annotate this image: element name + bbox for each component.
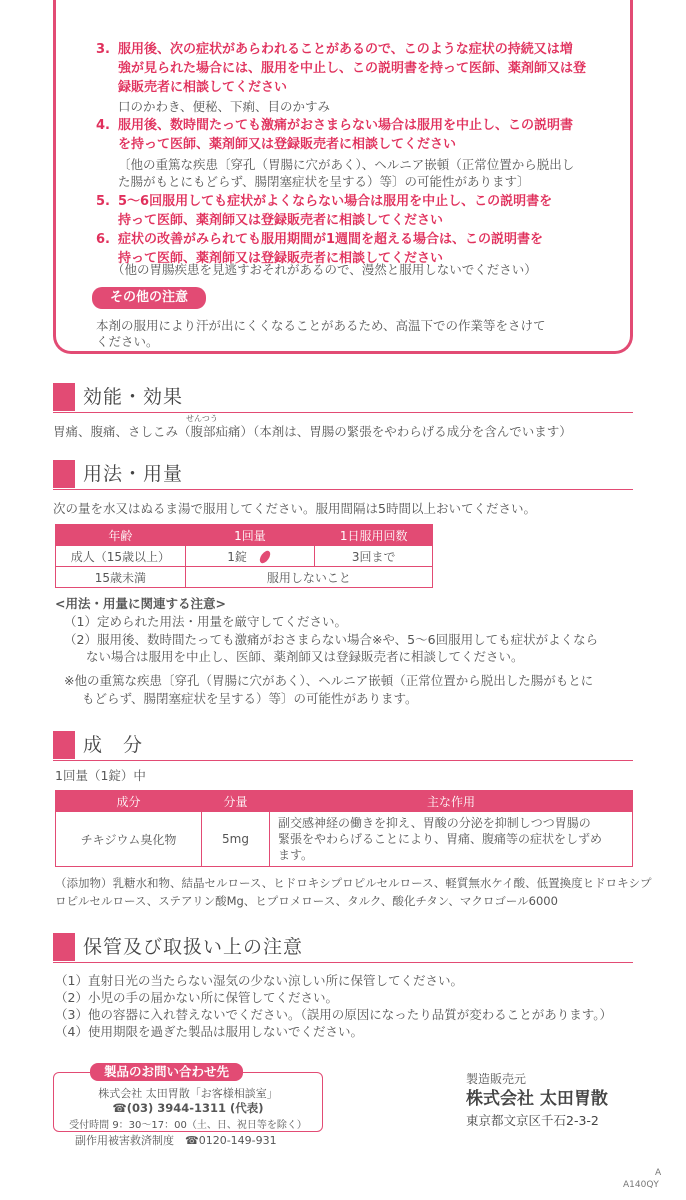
other-note-tag: その他の注意 [92, 287, 206, 309]
action-line: 緊張をやわらげることにより、胃痛、腹痛等の症状をしずめ [278, 832, 603, 846]
caution-line: 録販売者に相談してください [118, 80, 288, 95]
dosage-note: （2）服用後、数時間たっても激痛がおさまらない場合※や、5～6回服用しても症状がよくなら [64, 632, 599, 647]
table-header: 1回量 [185, 525, 315, 546]
additives-line: （添加物）乳糖水和物、結晶セルロース、ヒドロキシプロピルセルロース、軽質無水ケイ酸、低置換度ヒドロキシプ [55, 876, 652, 890]
table-row [56, 812, 633, 867]
contact-company: 株式会社 太田胃散「お客様相談室」 [98, 1087, 278, 1100]
dose-text: 1錠 [227, 549, 247, 564]
caution-item-5 [96, 192, 636, 230]
contact-phone: ☎(03) 3944-1311 (代表) [112, 1101, 264, 1115]
table-row [56, 546, 433, 567]
table-cell: 服用しないこと [185, 567, 432, 588]
dosage-note: （1）定められた用法・用量を厳守してください。 [64, 614, 347, 629]
print-code: A [655, 1168, 662, 1178]
caution-item-3 [96, 40, 636, 97]
table-header-row [56, 525, 433, 546]
caution-line: 5～6回服用しても症状がよくならない場合は服用を中止し、この説明書を [118, 194, 553, 209]
section-underline [53, 760, 633, 761]
caution-sub: （他の胃腸疾患を見逃すおそれがあるので、漫然と服用しないでください） [112, 262, 537, 277]
section-underline [53, 412, 633, 413]
contact-title: 製品のお問い合わせ先 [90, 1063, 243, 1081]
section-marker [53, 731, 75, 759]
section-marker [53, 933, 75, 961]
additives-line: ロピルセルロース、ステアリン酸Mg、ヒプロメロース、タルク、酸化チタン、マクロゴール6000 [55, 894, 558, 908]
caution-line: 強が見られた場合には、服用を中止し、この説明書を持って医師、薬剤師又は登 [118, 61, 587, 76]
storage-item: （4）使用期限を過ぎた製品は服用しないでください。 [55, 1024, 363, 1039]
table-cell: 15歳未満 [56, 567, 186, 588]
storage-heading [53, 933, 633, 961]
caution-line: 持って医師、薬剤師又は登録販売者に相談してください [118, 213, 444, 228]
table-cell: 成人（15歳以上） [56, 546, 186, 567]
contact-hours: 受付時間 9：30～17：00（土、日、祝日等を除く） [69, 1120, 307, 1131]
efficacy-heading [53, 383, 633, 411]
caution-number: 5. [96, 194, 110, 209]
manufacturer-label: 製造販売元 [466, 1072, 527, 1086]
table-cell [270, 812, 633, 867]
storage-item: （1）直射日光の当たらない湿気の少ない涼しい所に保管してください。 [55, 973, 463, 988]
section-marker [53, 383, 75, 411]
caution-line: 症状の改善がみられても服用期間が1週間を超える場合は、この説明書を [118, 232, 544, 247]
ingredients-per: 1回量（1錠）中 [55, 768, 146, 783]
manufacturer-address: 東京都文京区千石2-3-2 [466, 1113, 599, 1128]
relief-system: 副作用被害救済制度 ☎0120-149-931 [75, 1134, 277, 1147]
section-title: 用法・用量 [83, 463, 184, 485]
storage-item: （3）他の容器に入れ替えないでください。（誤用の原因になったり品質が変わることがあります。） [55, 1007, 612, 1022]
ingredients-table [55, 790, 633, 867]
table-cell: チキジウム臭化物 [56, 812, 202, 867]
action-line: 副交感神経の働きを抑え、胃酸の分泌を抑制しつつ胃腸の [278, 816, 591, 830]
dosage-asterisk: もどらず、腸閉塞症状を呈する）等〕の可能性があります。 [82, 691, 418, 706]
dosage-asterisk: ※他の重篤な疾患〔穿孔（胃腸に穴があく）、ヘルニア嵌頓（正常位置から脱出した腸がもとに [64, 673, 594, 688]
caution-number: 6. [96, 232, 110, 247]
table-header: 主な作用 [270, 791, 633, 812]
section-title: 成 分 [83, 734, 144, 756]
table-header: 年齢 [56, 525, 186, 546]
table-header-row [56, 791, 633, 812]
print-code: A140QY [623, 1180, 659, 1190]
dosage-intro: 次の量を水又はぬるま湯で服用してください。服用間隔は5時間以上おいてください。 [53, 501, 536, 516]
dosage-heading [53, 460, 633, 488]
table-header: 分量 [202, 791, 270, 812]
storage-item: （2）小児の手の届かない所に保管してください。 [55, 990, 338, 1005]
ingredients-heading [53, 731, 633, 759]
ruby-text: せんつう [186, 414, 218, 423]
section-title: 効能・効果 [83, 386, 184, 408]
section-underline [53, 489, 633, 490]
caution-number: 3. [96, 42, 110, 57]
efficacy-text: 胃痛、腹痛、さしこみ（腹部疝痛）（本剤は、胃腸の緊張をやわらげる成分を含んでいます） [53, 424, 572, 439]
caution-sub: た腸がもとにもどらず、腸閉塞症状を呈する）等〕の可能性があります〕 [118, 174, 530, 189]
dosage-note: ない場合は服用を中止し、医師、薬剤師又は登録販売者に相談してください。 [86, 649, 524, 664]
table-cell: 3回まで [315, 546, 433, 567]
action-line: ます。 [278, 848, 314, 862]
caution-line: 服用後、数時間たっても激痛がおさまらない場合は服用を中止し、この説明書 [118, 118, 574, 133]
caution-line: 持って医師、薬剤師又は登録販売者に相談してください [118, 251, 444, 266]
caution-number: 4. [96, 118, 110, 133]
table-header: 1日服用回数 [315, 525, 433, 546]
other-note-line: ください。 [96, 334, 159, 349]
contact-box [53, 1064, 323, 1132]
caution-sub: 〔他の重篤な疾患〔穿孔（胃腸に穴があく）、ヘルニア嵌頓（正常位置から脱出し [118, 157, 575, 172]
table-cell: 5mg [202, 812, 270, 867]
dosage-notes-title: <用法・用量に関連する注意> [55, 596, 226, 611]
table-cell [185, 546, 315, 567]
tablet-icon [257, 550, 273, 564]
caution-line: を持って医師、薬剤師又は登録販売者に相談してください [118, 137, 457, 152]
caution-item-4 [96, 116, 636, 154]
other-note-line: 本剤の服用により汗が出にくくなることがあるため、高温下での作業等をさけて [96, 318, 546, 333]
manufacturer-name: 株式会社 太田胃散 [466, 1089, 608, 1109]
section-marker [53, 460, 75, 488]
caution-line: 服用後、次の症状があらわれることがあるので、このような症状の持続又は増 [118, 42, 573, 57]
dosage-table [55, 524, 433, 588]
section-title: 保管及び取扱い上の注意 [83, 936, 304, 958]
caution-sub: 口のかわき、便秘、下痢、目のかすみ [118, 99, 331, 114]
table-header: 成分 [56, 791, 202, 812]
table-row [56, 567, 433, 588]
section-underline [53, 962, 633, 963]
